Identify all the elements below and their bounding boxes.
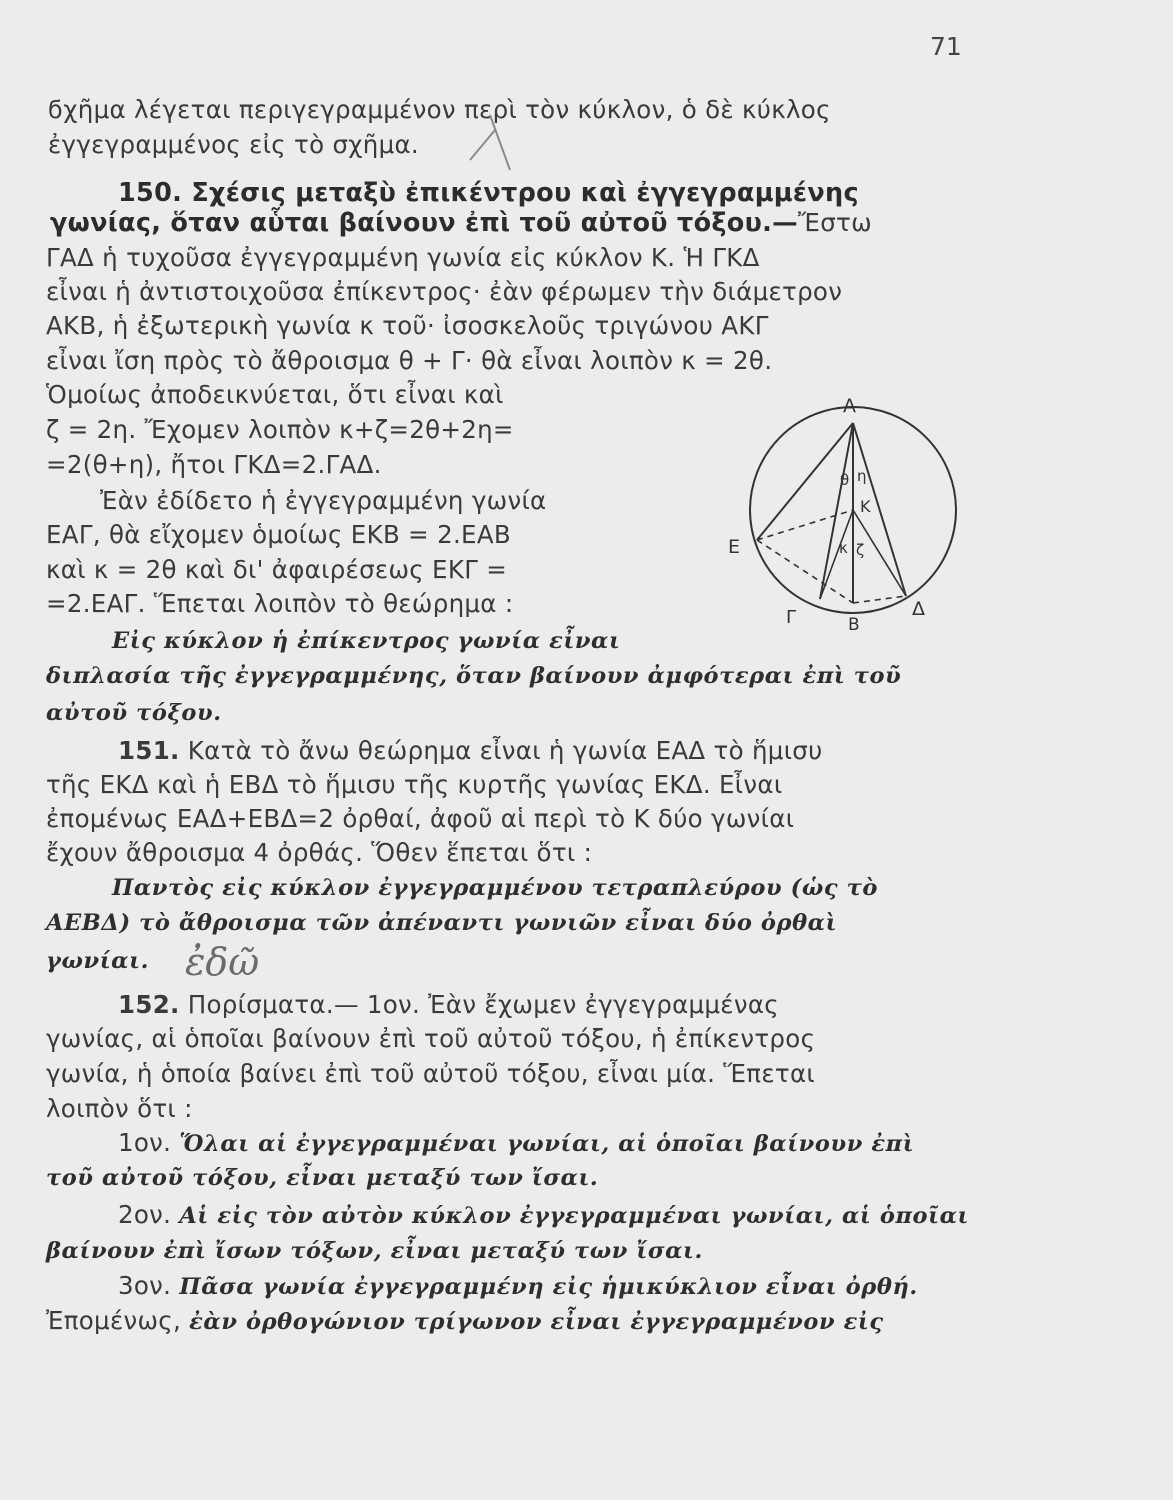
label-eta: η: [857, 467, 867, 485]
label-K: Κ: [860, 497, 871, 516]
text-line: Ἐὰν ἐδίδετο ἡ ἐγγεγραμμένη γωνία: [100, 486, 547, 515]
section-title-cont: γωνίας, ὅταν αὗται βαίνουν ἐπὶ τοῦ αὐτοῦ τόξου.—: [50, 208, 798, 238]
handwritten-note: ἐδῶ: [185, 940, 260, 984]
text-line: ἔχουν ἄθροισμα 4 ὀρθάς. Ὅθεν ἕπεται ὅτι :: [46, 838, 593, 867]
text-line: [50, 208, 872, 238]
text-fragment: Πορίσματα.— 1ον. Ἐὰν ἔχωμεν ἐγγεγραμμένας: [187, 990, 779, 1019]
text-line: ϭχῆμα λέγεται περιγεγραμμένον περὶ τὸν κύκλον, ὁ δὲ κύκλος: [48, 95, 831, 124]
text-line: [46, 1306, 884, 1337]
corollary-text: Αἱ εἰς τὸν αὐτὸν κύκλον ἐγγεγραμμέναι γωνίαι, αἱ ὁποῖαι: [179, 1203, 970, 1229]
section-number: 152.: [118, 990, 180, 1019]
text-line: ΕΑΓ, θὰ εἴχομεν ὁμοίως ΕΚΒ = 2.ΕΑΒ: [46, 520, 511, 549]
label-D: Δ: [912, 598, 925, 620]
corollary-3: [118, 1271, 918, 1302]
theorem-text: αὐτοῦ τόξου.: [46, 700, 222, 726]
text-line: γωνίας, αἱ ὁποῖαι βαίνουν ἐπὶ τοῦ αὐτοῦ τόξου, ἡ ἐπίκεντρος: [46, 1024, 816, 1053]
label-theta: θ: [840, 471, 850, 489]
theorem-text: γωνίαι.: [46, 948, 150, 974]
label-A: Α: [843, 395, 856, 417]
corollary-label: 2ον.: [118, 1200, 172, 1229]
text-line: εἶναι ἴση πρὸς τὸ ἄθροισμα θ + Γ· θὰ εἶναι λοιπὸν κ = 2θ.: [46, 346, 773, 375]
text-line: ζ = 2η. Ἔχομεν λοιπὸν κ+ζ=2θ+2η=: [46, 415, 514, 444]
text-line: ΓΑΔ ἡ τυχοῦσα ἐγγεγραμμένη γωνία εἰς κύκλον Κ. Ἡ ΓΚΔ: [46, 243, 760, 272]
text-line: καὶ κ = 2θ καὶ δι' ἀφαιρέσεως ΕΚΓ =: [46, 555, 508, 584]
corollary-text: ἐὰν ὀρθογώνιον τρίγωνον εἶναι ἐγγεγραμμένον εἰς: [189, 1309, 884, 1335]
text-fragment: Ἐπομένως,: [46, 1306, 182, 1335]
corollary-text: Ὅλαι αἱ ἐγγεγραμμέναι γωνίαι, αἱ ὁποῖαι βαίνουν ἐπὶ: [179, 1131, 915, 1157]
pencil-check-mark: [460, 110, 540, 180]
theorem-text: διπλασία τῆς ἐγγεγραμμένης, ὅταν βαίνουν ἀμφότεραι ἐπὶ τοῦ: [46, 663, 902, 689]
label-kappa: κ: [839, 539, 848, 557]
segment-AE: [757, 423, 853, 540]
theorem-text: Παντὸς εἰς κύκλον ἐγγεγραμμένου τετραπλεύρου (ὡς τὸ: [112, 875, 878, 901]
segment-KG: [820, 510, 853, 599]
circle-angle-figure: [720, 385, 980, 640]
corollary-text: τοῦ αὐτοῦ τόξου, εἶναι μεταξύ των ἴσαι.: [46, 1165, 599, 1191]
label-zeta: ζ: [856, 541, 865, 559]
theorem-text: Εἰς κύκλον ἡ ἐπίκεντρος γωνία εἶναι: [112, 628, 621, 654]
corollary-text: Πᾶσα γωνία ἐγγεγραμμένη εἰς ἡμικύκλιον εἶναι ὀρθή.: [179, 1274, 918, 1300]
corollary-label: 3ον.: [118, 1271, 172, 1300]
label-B: Β: [848, 615, 860, 635]
text-line: λοιπὸν ὅτι :: [46, 1094, 193, 1123]
label-G: Γ: [786, 607, 797, 628]
text-line: =2.ΕΑΓ. Ἕπεται λοιπὸν τὸ θεώρημα :: [46, 589, 514, 618]
corollary-label: 1ον.: [118, 1128, 172, 1157]
text-line: ἐγγεγραμμένος εἰς τὸ σχῆμα.: [48, 130, 420, 159]
text-fragment: Ἔστω: [797, 208, 872, 237]
section-heading-150: [118, 178, 859, 208]
segment-AG: [820, 423, 853, 599]
corollary-text: βαίνουν ἐπὶ ἴσων τόξων, εἶναι μεταξύ των ἴσαι.: [46, 1238, 703, 1264]
text-line: εἶναι ἡ ἀντιστοιχοῦσα ἐπίκεντρος· ἐὰν φέρωμεν τὴν διάμετρον: [46, 277, 843, 306]
segment-EK: [757, 510, 853, 540]
section-number: 150.: [118, 178, 183, 208]
text-line: τῆς ΕΚΔ καὶ ἡ ΕΒΔ τὸ ἥμισυ τῆς κυρτῆς γωνίας ΕΚΔ. Εἶναι: [46, 770, 783, 799]
corollary-2: [118, 1200, 969, 1231]
text-line: ἐπομένως ΕΑΔ+ΕΒΔ=2 ὀρθαί, ἀφοῦ αἱ περὶ τὸ Κ δύο γωνίαι: [46, 804, 795, 833]
page-number: 71: [930, 32, 962, 61]
text-line: =2(θ+η), ἤτοι ΓΚΔ=2.ΓΑΔ.: [46, 450, 382, 479]
section-number: 151.: [118, 736, 180, 765]
label-E: Ε: [728, 536, 741, 558]
corollary-1: [118, 1128, 914, 1159]
section-152: [118, 990, 779, 1020]
text-line: γωνία, ἡ ὁποία βαίνει ἐπὶ τοῦ αὐτοῦ τόξου, εἶναι μία. Ἕπεται: [46, 1059, 815, 1088]
theorem-text: ΑΕΒΔ) τὸ ἄθροισμα τῶν ἀπέναντι γωνιῶν εἶναι δύο ὀρθαὶ: [46, 910, 838, 936]
text-line: ΑΚΒ, ἡ ἐξωτερικὴ γωνία κ τοῦ· ἰσοσκελοῦς τριγώνου ΑΚΓ: [46, 311, 769, 340]
text-line: Ὁμοίως ἀποδεικνύεται, ὅτι εἶναι καὶ: [46, 380, 504, 409]
section-151: [118, 736, 823, 766]
text-fragment: Κατὰ τὸ ἄνω θεώρημα εἶναι ἡ γωνία ΕΑΔ τὸ ἥμισυ: [187, 736, 823, 765]
section-title: Σχέσις μεταξὺ ἐπικέντρου καὶ ἐγγεγραμμένης: [191, 178, 859, 208]
